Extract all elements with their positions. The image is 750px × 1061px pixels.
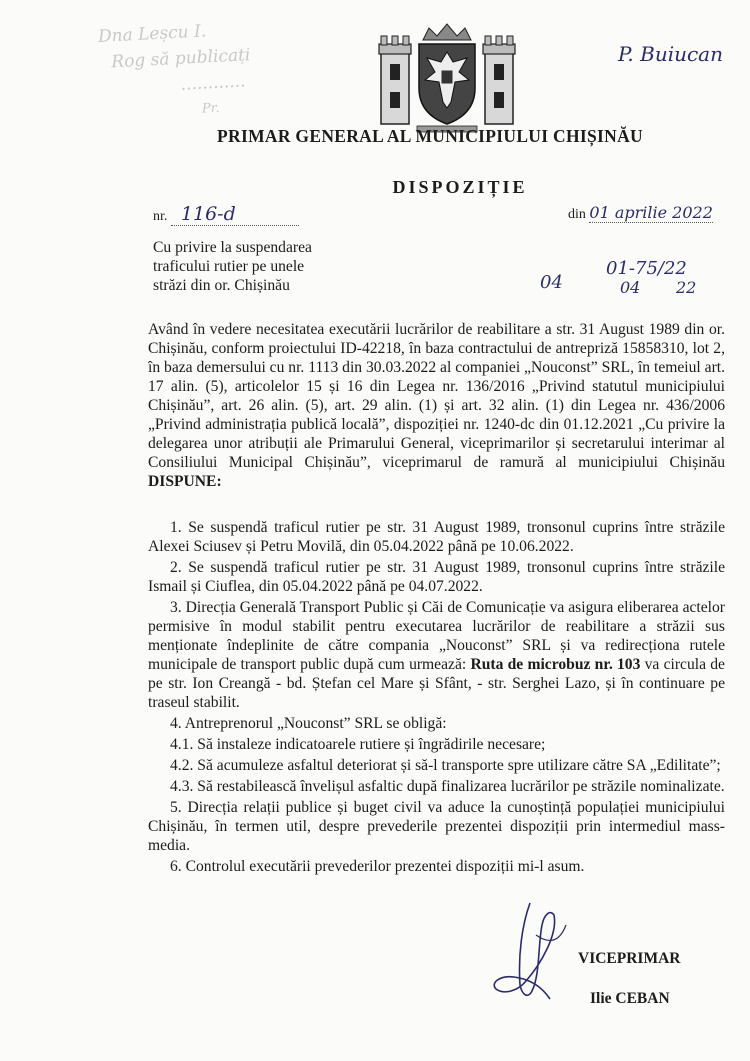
date-value: 01 aprilie 2022 bbox=[589, 203, 713, 222]
margin-note-line: Dna Leșcu I. bbox=[97, 21, 207, 47]
document-number bbox=[153, 203, 299, 226]
registration-date-year: 22 bbox=[676, 278, 697, 297]
signatory-title: VICEPRIMAR bbox=[578, 950, 681, 967]
document-date bbox=[568, 203, 713, 223]
preamble bbox=[148, 320, 725, 491]
margin-note-line: Pr. bbox=[201, 100, 221, 117]
registration-number: 01-75/22 bbox=[606, 258, 687, 279]
number-value: 116-d bbox=[171, 203, 299, 226]
point-4-3: 4.3. Să restabilească învelișul asfaltic după finalizarea lucrărilor pe străzile nominalizate. bbox=[170, 778, 725, 795]
point-4-1: 4.1. Să instaleze indicatoarele rutiere și îngrădirile necesare; bbox=[170, 736, 546, 753]
margin-note-right: P. Buiucan bbox=[618, 42, 723, 66]
point-3-route: Ruta de microbuz nr. 103 bbox=[470, 656, 641, 673]
dispositions bbox=[148, 518, 725, 876]
preamble-dispune: DISPUNE: bbox=[148, 473, 222, 490]
document-subject bbox=[153, 238, 312, 295]
point-3 bbox=[148, 598, 725, 712]
point-1: 1. Se suspendă traficul rutier pe str. 31 August 1989, tronsonul cuprins între străzile Alexei Sciusev și Petru Movilă, din 05.04.2022 până pe 10.06.2022. bbox=[148, 519, 725, 555]
point-6: 6. Controlul executării prevederilor prezentei dispoziții mi-l asum. bbox=[170, 858, 585, 875]
registration-date-day: 04 bbox=[540, 272, 563, 293]
margin-note-left bbox=[97, 16, 253, 128]
subject-line: traficului rutier pe unele bbox=[153, 258, 305, 275]
margin-note-line: Rog să publicați bbox=[110, 45, 251, 73]
registration-date-month: 04 bbox=[620, 278, 641, 297]
point-3-text: 3. Direcția Generală Transport Public și Căi de Comunicație va asigura eliberarea actelor permisive în modul stabilit pentru executarea lucrărilor de reabilitare a străzii sus menționate îndeplinite de către compania „Nouconst” SRL și va redirecționa rutele municipale de transport public după cum urmează: bbox=[148, 599, 725, 673]
city-crest-emblem bbox=[377, 22, 517, 134]
preamble-text: Având în vedere necesitatea executării lucrărilor de reabilitare a str. 31 August 1989 din or. Chișinău, conform proiectului ID-42218, în baza contractului de antrepriză 15858310, lot 2, în baza demersului cu nr. 1113 din 30.03.2022 al companiei „Nouconst” SRL, în temeiul art. 17 alin. (5), articolelor 15 și 16 din Legea nr. 136/2016 „Privind statutul municipiului Chișinău”, art. 26 alin. (5), art. 29 alin. (1) și art. 32 alin. (1) din Legea nr. 436/2006 „Privind administrația publică locală”, dispoziției nr. 1240-dc din 01.12.2021 „Cu privire la delegarea unor atribuții ale Primarului General, viceprimarilor și secretarului interimar al Consiliului Municipal Chișinău”, viceprimarul de ramură al municipiului Chișinău bbox=[148, 321, 725, 471]
signatory-name: Ilie CEBAN bbox=[590, 990, 670, 1007]
document-type-title: DISPOZIȚIE bbox=[392, 177, 528, 197]
point-4-2: 4.2. Să acumuleze asfaltul deteriorat și să-l transporte spre utilizare către SA „Edilitate”; bbox=[170, 757, 721, 774]
point-3-route-text: va circula de pe str. Ion Creangă - bd. Ștefan cel Mare și Sfânt, - str. Serghei Lazo, și în continuare pe traseul stabilit. bbox=[148, 656, 725, 711]
point-5: 5. Direcția relații publice și buget civil va aduce la cunoștință populației municipiului Chișinău, în termen util, despre prevederile prezentei dispoziții prin intermediul mass-media. bbox=[148, 799, 725, 854]
handwritten-signature bbox=[470, 895, 590, 1015]
subject-line: străzi din or. Chișinău bbox=[153, 277, 290, 294]
number-prefix: nr. bbox=[153, 209, 168, 224]
date-prefix: din bbox=[568, 207, 586, 222]
margin-note-line: ............ bbox=[180, 71, 246, 95]
subject-line: Cu privire la suspendarea bbox=[153, 239, 312, 256]
point-2: 2. Se suspendă traficul rutier pe str. 31 August 1989, tronsonul cuprins între străzile Ismail și Ciuflea, din 05.04.2022 până pe 04.07.2022. bbox=[148, 559, 725, 595]
point-4: 4. Antreprenorul „Nouconst” SRL se obligă: bbox=[170, 715, 447, 732]
issuing-authority: PRIMAR GENERAL AL MUNICIPIULUI CHIȘINĂU bbox=[217, 126, 643, 146]
